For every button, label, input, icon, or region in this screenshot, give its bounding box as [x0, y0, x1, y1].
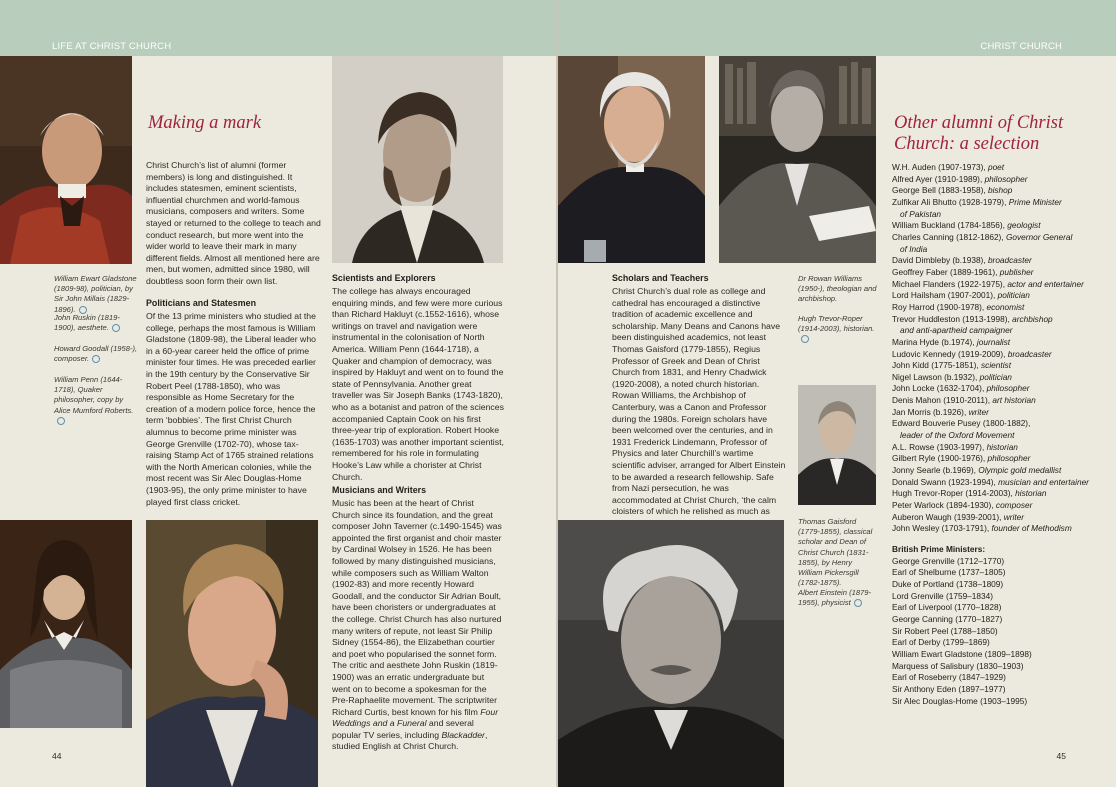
prime-minister-name: Sir Anthony Eden	[892, 683, 957, 694]
alumni-role: scientist	[981, 360, 1012, 371]
info-dot-icon	[92, 355, 100, 363]
alumni-row	[892, 279, 1092, 291]
alumni-role: Prime Minister	[1008, 196, 1062, 207]
alumni-dates: (1900-1976),	[935, 453, 988, 464]
gladstone-portrait	[0, 56, 132, 264]
williams-portrait	[558, 56, 705, 263]
right-header-label: CHRIST CHURCH	[980, 41, 1062, 52]
alumni-name: George Bell	[892, 185, 936, 196]
alumni-dates: (1910-1989),	[932, 173, 985, 184]
left-header-label: LIFE AT CHRIST CHURCH	[52, 41, 172, 52]
prime-minister-row	[892, 637, 1092, 649]
alumni-role: Governor General	[1005, 231, 1073, 242]
prime-minister-row	[892, 661, 1092, 673]
prime-minister-name: George Canning	[892, 613, 953, 624]
prime-minister-name: Earl of Roseberry	[892, 672, 957, 683]
alumni-dates: (1900-1978),	[934, 301, 987, 312]
caption-text: William Penn (1644-1718), Quaker philosopher, copy by Alice Mumford Roberts.	[54, 375, 134, 415]
alumni-dates: (1910-2011),	[940, 395, 993, 406]
prime-minister-row	[892, 684, 1092, 696]
alumni-title: Other alumni of Christ Church: a selection	[894, 113, 1064, 154]
alumni-name: Geoffrey Faber	[892, 266, 948, 277]
page-number-right: 45	[1056, 751, 1066, 761]
alumni-dates: (1883-1958),	[935, 185, 988, 196]
alumni-name: Jonny Searle	[892, 465, 941, 476]
alumni-name: Trevor Huddleston	[892, 313, 960, 324]
alumni-name: Marina Hyde	[892, 336, 940, 347]
alumni-name: Denis Mahon	[892, 395, 941, 406]
alumni-row	[892, 255, 1092, 267]
right-page	[558, 0, 1116, 787]
prime-minister-dates: (1830–1903)	[974, 660, 1024, 671]
alumni-dates: (1913-1998),	[959, 313, 1013, 324]
alumni-dates: (1812-1862),	[953, 231, 1006, 242]
prime-minister-dates: (1809–1898)	[982, 648, 1032, 659]
alumni-role: broadcaster	[987, 255, 1032, 266]
alumni-name: Roy Harrod	[892, 301, 935, 312]
alumni-row	[892, 360, 1092, 372]
ruskin-portrait	[332, 56, 503, 263]
alumni-name: David Dimbleby	[892, 255, 951, 266]
alumni-name: A.L. Rowse	[892, 441, 935, 452]
intro-paragraph: Christ Church’s list of alumni (former members) is long and distinguished. It includes statesmen, eminent scientists, influential churchmen and world-famous musicians, composers and writers. Some stayed or returned to the college to teach and conduct research, but more went into the wider world to leave their mark in many different fields. Almost all mentioned here are men, but women, admitted since 1980, will doubtless soon form their own list.	[146, 160, 321, 286]
tv-show-title: Blackadder	[441, 729, 485, 740]
scholars-heading: Scholars and Teachers	[612, 273, 709, 283]
politicians-paragraph: Of the 13 prime ministers who studied at the college, perhaps the most famous is William Gladstone (1809-98), the Liberal leader who in a 60-year career held the office of prime minister four times. He was preceded earlier in the 19th century by the Conservative Sir Robert Peel (1788-1850), who was responsible as Home Secretary for the creation of a modern police force, hence the term ‘bobbies’. The first Christ Church alumnus to become prime minister was George Grenville (1702-70), whose tax-raising Stamp Act of 1765 strained relations with the North American colonies, while the most recent was Sir Alec Douglas-Home (1903-95), the only prime minister to have played first class cricket.	[146, 311, 316, 507]
alumni-dates: (1775-1851),	[928, 360, 982, 371]
alumni-name: Donald Swann	[892, 476, 946, 487]
alumni-row	[892, 185, 1092, 197]
prime-minister-row	[892, 696, 1092, 708]
caption-gladstone	[54, 274, 138, 315]
left-header-band	[0, 0, 556, 56]
prime-minister-row	[892, 614, 1092, 626]
prime-minister-name: Duke of Portland	[892, 578, 954, 589]
caption-text: William Ewart Gladstone (1809-98), politician, by Sir John Millais (1829-1896).	[54, 274, 137, 314]
caption-text: Dr Rowan Williams (1950-), theologian and archbishop.	[798, 274, 877, 304]
alumni-role-continued: of Pakistan	[900, 208, 942, 219]
alumni-role: Olympic gold medallist	[978, 465, 1062, 476]
scientists-paragraph: The college has always encouraged enquiring minds, and few were more curious than Richard Hakluyt (c.1552-1616), whose writings on travel and navigation were instrumental in the colonisation of North America. William Penn (1644-1718), a Quaker and champion of democracy, was inspired by Hakluyt and went on to found the state of Pennsylvania. Another great traveller was Sir Joseph Banks (1743-1820), who as a botanist and patron of the sciences accompanied Captain Cook on his first three-year trip of exploration. Robert Hooke (1635-1703) was another important scientist, remembered for his role in formulating Hooke’s Law while a chorister at Christ Church.	[332, 286, 504, 482]
alumni-role-continued: and anti-apartheid campaigner	[900, 325, 1013, 336]
politicians-heading: Politicians and Statesmen	[146, 298, 256, 308]
prime-minister-dates: (1897–1977)	[956, 683, 1006, 694]
info-dot-icon	[801, 335, 809, 343]
making-a-mark-title: Making a mark	[148, 113, 262, 133]
alumni-role: journalist	[976, 336, 1011, 347]
alumni-dates: (1903-1997),	[934, 441, 987, 452]
alumni-name: Ludovic Kennedy	[892, 348, 956, 359]
prime-minister-name: Lord Grenville	[892, 590, 944, 601]
prime-minister-name: Earl of Derby	[892, 637, 941, 648]
alumni-row	[892, 383, 1092, 395]
prime-minister-dates: (1847–1929)	[956, 672, 1006, 683]
alumni-name: Gilbert Ryle	[892, 453, 936, 464]
alumni-row	[892, 407, 1092, 419]
alumni-dates: (b.1969),	[940, 465, 979, 476]
alumni-name: John Locke	[892, 383, 935, 394]
alumni-dates: (1632-1704),	[934, 383, 987, 394]
prime-minister-dates: (1788–1850)	[948, 625, 998, 636]
alumni-dates: (1907-1973),	[935, 162, 988, 172]
alumni-name: Edward Bouverie Pusey	[892, 418, 981, 429]
alumni-dates: (1919-2009),	[955, 348, 1008, 359]
alumni-name: John Wesley	[892, 523, 940, 534]
caption-williams	[798, 274, 878, 305]
page-number-left: 44	[52, 751, 62, 761]
caption-ruskin	[54, 313, 138, 333]
alumni-dates: (1703-1791),	[939, 523, 992, 534]
prime-minister-dates: (1737–1805)	[956, 567, 1006, 578]
alumni-row	[892, 465, 1092, 477]
alumni-row	[892, 162, 1092, 174]
caption-gaisford	[798, 517, 878, 588]
alumni-name: Lord Hailsham	[892, 290, 946, 301]
film-title: Four Weddings and a Funeral	[332, 706, 499, 729]
caption-text: John Ruskin (1819-1900), aesthete.	[54, 313, 120, 333]
einstein-portrait	[558, 520, 784, 787]
alumni-row	[892, 290, 1092, 302]
alumni-row	[892, 395, 1092, 407]
alumni-row	[892, 477, 1092, 489]
alumni-role: geologist	[1007, 220, 1041, 231]
alumni-name: W.H. Auden	[892, 162, 936, 172]
info-dot-icon	[57, 417, 65, 425]
prime-minister-row	[892, 591, 1092, 603]
alumni-dates: (1800-1882),	[980, 418, 1031, 429]
alumni-name: Nigel Lawson	[892, 371, 942, 382]
prime-minister-name: Sir Alec Douglas-Home	[892, 695, 978, 706]
alumni-role-continued: of India	[900, 243, 928, 254]
prime-minister-row	[892, 649, 1092, 661]
penn-portrait	[0, 520, 132, 728]
prime-minister-name: George Grenville	[892, 555, 955, 566]
musicians-text: , studied English at Christ Church.	[332, 729, 488, 752]
alumni-role: philosopher	[984, 173, 1028, 184]
caption-penn	[54, 375, 138, 426]
alumni-role: broadcaster	[1007, 348, 1052, 359]
alumni-role: politician	[997, 290, 1030, 301]
prime-minister-dates: (1799–1869)	[940, 637, 990, 648]
alumni-role: art historian	[992, 395, 1036, 406]
alumni-role: musician and entertainer	[998, 476, 1089, 487]
caption-text: Thomas Gaisford (1779-1855), classical scholar and Dean of Christ Church (1831-1855), by Henry William Pickersgill (1782-1875).	[798, 517, 873, 588]
alumni-name: John Kidd	[892, 360, 929, 371]
alumni-role: poet	[987, 162, 1005, 172]
musicians-text: and several popular TV series, including	[332, 718, 474, 740]
alumni-dates: (1907-2001),	[945, 290, 998, 301]
alumni-row	[892, 267, 1092, 279]
goodall-portrait	[146, 520, 318, 787]
prime-minister-dates: (1903–1995)	[977, 695, 1028, 706]
alumni-name: Jan Morris	[892, 406, 931, 417]
alumni-name: Alfred Ayer	[892, 173, 933, 184]
alumni-name: Charles Canning	[892, 231, 954, 242]
right-header-band	[558, 0, 1116, 56]
alumni-dates: (1889-1961),	[947, 266, 1000, 277]
alumni-dates: (b.1926),	[930, 406, 969, 417]
prime-minister-dates: (1770–1828)	[951, 602, 1002, 613]
alumni-row	[892, 302, 1092, 314]
alumni-role-continued: leader of the Oxford Movement	[900, 430, 1015, 441]
prime-minister-name: Earl of Liverpool	[892, 602, 952, 613]
alumni-row	[892, 314, 1092, 326]
prime-minister-name: William Ewart Gladstone	[892, 648, 983, 659]
alumni-role: writer	[968, 406, 989, 417]
alumni-row	[892, 349, 1092, 361]
scholars-paragraph: Christ Church’s dual role as college and cathedral has encouraged a distinctive tradition of academic excellence and scholarship. Many Deans and Canons have been distinguished academics, not least Thomas Gaisford (1779-1855), Regius Professor of Greek and Dean of Christ Church from 1831, and Henry Chadwick (1920-2008), a noted church historian. Rowan Williams, the Archbishop of Canterbury, was a Canon and Professor during the 1980s. Foreign scholars have been welcomed over the centuries, and in 1931 Frederick Lindemann, Professor of Physics and later Churchill’s wartime scientific adviser, arranged for Albert Einstein to be awarded a research fellowship. Safe from Nazi persecution, he was accommodated at Christ Church, ‘the calm cloisters of which he relished as much as	[612, 286, 786, 517]
alumni-row	[892, 372, 1092, 384]
alumni-name: Michael Flanders	[892, 278, 956, 289]
prime-minister-row	[892, 602, 1092, 614]
alumni-row	[892, 488, 1092, 500]
alumni-role: founder of Methodism	[991, 523, 1072, 534]
alumni-role: politician	[979, 371, 1012, 382]
alumni-row	[892, 500, 1092, 512]
alumni-dates: (1784-1856),	[955, 220, 1008, 231]
trevor-roper-portrait	[719, 56, 876, 263]
gaisford-portrait	[798, 385, 876, 505]
alumni-dates: (1914-2003),	[963, 488, 1016, 499]
alumni-row	[892, 453, 1092, 465]
alumni-role: bishop	[987, 185, 1013, 196]
alumni-row	[892, 197, 1092, 209]
prime-minister-dates: (1759–1834)	[943, 590, 994, 601]
alumni-row	[892, 220, 1092, 232]
alumni-row	[892, 232, 1092, 244]
caption-einstein	[798, 588, 878, 608]
alumni-role: historian	[1015, 488, 1047, 499]
alumni-role: philosopher	[987, 453, 1031, 464]
prime-ministers-rows	[892, 556, 1092, 708]
prime-minister-name: Earl of Shelburne	[892, 567, 957, 578]
alumni-row	[892, 418, 1092, 430]
prime-minister-dates: (1738–1809)	[953, 578, 1004, 589]
alumni-role: writer	[1003, 511, 1025, 522]
info-dot-icon	[112, 324, 120, 332]
caption-text: Howard Goodall (1958-), composer.	[54, 344, 138, 364]
alumni-role: economist	[986, 301, 1025, 312]
alumni-dates: (1923-1994),	[945, 476, 999, 487]
prime-minister-row	[892, 556, 1092, 568]
alumni-row	[892, 523, 1092, 535]
alumni-role: publisher	[999, 266, 1034, 277]
alumni-dates: (1922-1975),	[955, 278, 1008, 289]
prime-minister-row	[892, 626, 1092, 638]
prime-minister-row	[892, 567, 1092, 579]
caption-text: Hugh Trevor-Roper (1914-2003), historian.	[798, 314, 875, 334]
alumni-dates: (1894-1930),	[943, 500, 996, 511]
alumni-role: composer	[995, 500, 1033, 511]
alumni-dates: (b.1974),	[939, 336, 977, 347]
alumni-name: Auberon Waugh	[892, 511, 952, 522]
alumni-role: actor and entertainer	[1007, 278, 1084, 289]
alumni-list	[892, 162, 1092, 707]
prime-minister-row	[892, 672, 1092, 684]
prime-minister-dates: (1712–1770)	[954, 555, 1005, 566]
musicians-paragraph	[332, 498, 504, 753]
alumni-dates: (1939-2001),	[951, 511, 1004, 522]
info-dot-icon	[854, 599, 862, 607]
alumni-role: archbishop	[1012, 313, 1053, 324]
alumni-role: philosopher	[986, 383, 1030, 394]
prime-minister-row	[892, 579, 1092, 591]
caption-goodall	[54, 344, 138, 364]
prime-ministers-heading: British Prime Ministers:	[892, 544, 986, 554]
alumni-dates: (b.1932),	[941, 371, 980, 382]
alumni-row	[892, 512, 1092, 524]
caption-trevor-roper	[798, 314, 878, 345]
alumni-role: historian	[986, 441, 1018, 452]
alumni-rows	[892, 162, 1092, 535]
left-page	[0, 0, 556, 787]
alumni-row	[892, 174, 1092, 186]
alumni-name: Peter Warlock	[892, 500, 944, 511]
prime-minister-name: Sir Robert Peel	[892, 625, 949, 636]
prime-minister-name: Marquess of Salisbury	[892, 660, 975, 671]
musicians-heading: Musicians and Writers	[332, 485, 427, 495]
alumni-name: William Buckland	[892, 220, 956, 231]
alumni-row	[892, 337, 1092, 349]
caption-text: Albert Einstein (1879-1955), physicist	[798, 588, 872, 608]
scientists-heading: Scientists and Explorers	[332, 273, 436, 283]
alumni-name: Hugh Trevor-Roper	[892, 488, 964, 499]
musicians-text: Music has been at the heart of Christ Church since its foundation, and the great composer John Taverner (c.1490-1545) was appointed the first organist and choir master by Cardinal Wolsey in 1526. He has been followed by many distinguished musicians, while composers such as William Walton (1902-83) and more recently Howard Goodall, and the conductor Sir Adrian Boult, have been choristers or undergraduates at the college. Christ Church has also nurtured many writers of repute, not least Sir Philip Sidney (1554-86), the Elizabethan courtier and poet who popularised the sonnet form. The critic and aesthete John Ruskin (1819-1900) was an erratic undergraduate but went on to become a spokesman for the Pre-Raphaelite movement. The scriptwriter Richard Curtis, best known for his film	[332, 498, 502, 717]
alumni-dates: (b.1938),	[950, 255, 988, 266]
prime-minister-dates: (1770–1827)	[952, 613, 1003, 624]
alumni-name: Zulfikar Ali Bhutto	[892, 196, 957, 207]
alumni-row	[892, 442, 1092, 454]
alumni-dates: (1928-1979),	[956, 196, 1009, 207]
